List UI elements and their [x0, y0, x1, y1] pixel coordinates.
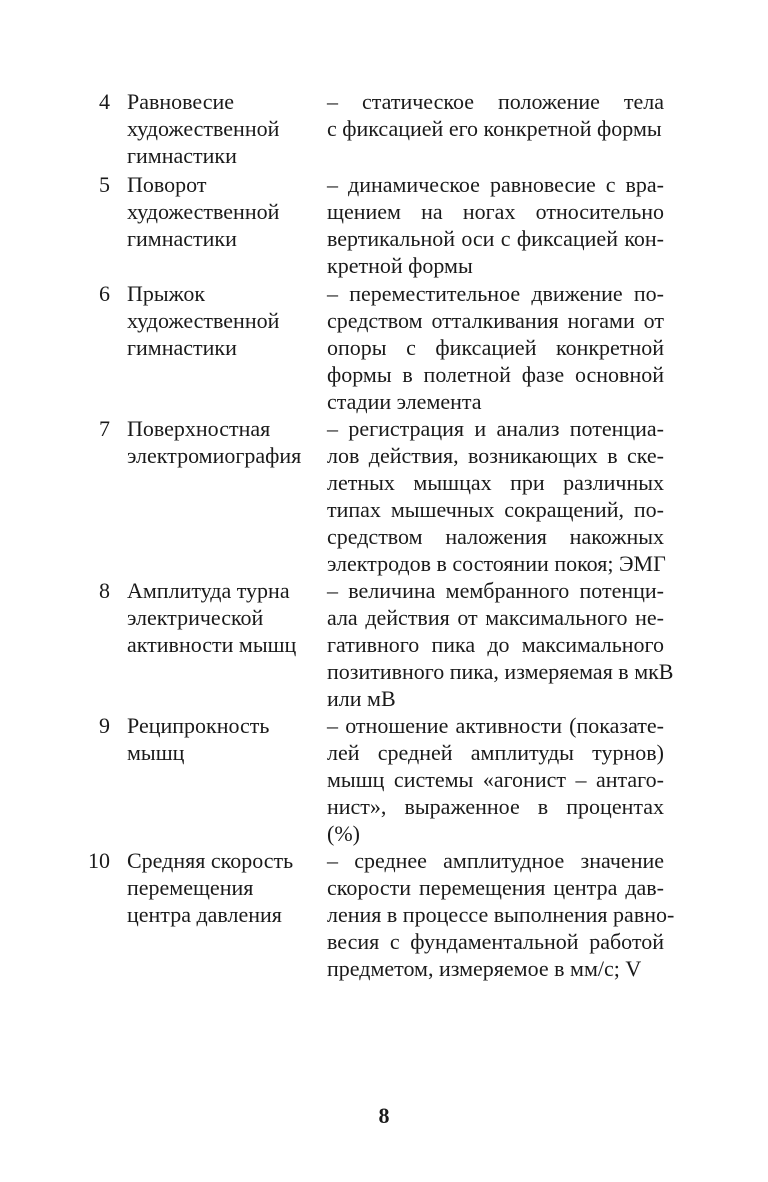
definition-line: типах мышечных сокращений, по- — [327, 497, 664, 522]
entry-term — [127, 712, 322, 766]
term-line: активности мышц — [127, 632, 297, 657]
entry-definition — [327, 171, 664, 279]
page-number: 8 — [378, 1103, 390, 1128]
definition-line: ления в процессе выполнения равно- — [327, 902, 675, 927]
entry-term — [127, 847, 322, 928]
term-line: Средняя скорость — [127, 848, 294, 873]
entry-number: 8 — [99, 578, 110, 603]
definition-line: – динамическое равновесие с вра- — [327, 172, 664, 197]
term-line: Реципрокность — [127, 713, 270, 738]
term-line: мышц — [127, 740, 185, 765]
definition-line: летных мышцах при различных — [327, 470, 664, 495]
term-line: Равновесие — [127, 89, 235, 114]
definition-line: предметом, измеряемое в мм/с; V — [327, 956, 642, 981]
definition-line: мышц системы «агонист – антаго- — [327, 767, 664, 792]
definition-line: средством отталкивания ногами от — [327, 308, 664, 333]
definition-line: с фиксацией его конкретной формы — [327, 116, 662, 141]
entry-number: 5 — [99, 172, 110, 197]
definition-line: (%) — [327, 821, 360, 846]
entry-number: 4 — [99, 89, 110, 114]
entry-number: 9 — [99, 713, 110, 738]
definition-line: опоры с фиксацией конкретной — [327, 335, 664, 360]
entry-definition — [327, 847, 675, 982]
definition-line: – переместительное движение по- — [327, 281, 664, 306]
definition-line: скорости перемещения центра дав- — [327, 875, 664, 900]
entry-number: 6 — [99, 281, 110, 306]
entry-term — [127, 415, 322, 469]
definition-line: – отношение активности (показате- — [327, 713, 664, 738]
definition-line: стадии элемента — [327, 389, 482, 414]
definition-line: лей средней амплитуды турнов) — [327, 740, 664, 765]
term-line: Прыжок — [127, 281, 206, 306]
term-line: электромиография — [127, 443, 302, 468]
term-line: художественной — [127, 116, 280, 141]
term-line: Амплитуда турна — [127, 578, 290, 603]
entry-term — [127, 280, 322, 361]
definition-line: весия с фундаментальной работой — [327, 929, 664, 954]
entry-definition — [327, 415, 664, 577]
definition-line: гативного пика до максимального — [327, 632, 664, 657]
entry-term — [127, 171, 322, 252]
definition-line: позитивного пика, измеряемая в мкВ — [327, 659, 674, 684]
entry-term — [127, 88, 322, 169]
entry-number: 7 — [99, 416, 110, 441]
definition-line: – регистрация и анализ потенциа- — [327, 416, 664, 441]
term-line: Поверхностная — [127, 416, 271, 441]
entry-definition — [327, 712, 664, 847]
definition-line: формы в полетной фазе основной — [327, 362, 664, 387]
definition-line: лов действия, возникающих в ске- — [327, 443, 664, 468]
term-line: художественной — [127, 308, 280, 333]
definition-line: щением на ногах относительно — [327, 199, 664, 224]
definition-line: средством наложения накожных — [327, 524, 664, 549]
definition-line: – величина мембранного потенци- — [327, 578, 664, 603]
term-line: перемещения — [127, 875, 254, 900]
term-line: гимнастики — [127, 226, 237, 251]
entry-number: 10 — [88, 848, 110, 873]
term-line: электрической — [127, 605, 264, 630]
entry-definition — [327, 88, 664, 142]
definition-line: – среднее амплитудное значение — [327, 848, 664, 873]
entry-definition — [327, 280, 664, 415]
definition-line: кретной формы — [327, 253, 473, 278]
term-line: художественной — [127, 199, 280, 224]
term-line: гимнастики — [127, 335, 237, 360]
definition-line: вертикальной оси с фиксацией кон- — [327, 226, 664, 251]
definition-line: ала действия от максимального не- — [327, 605, 664, 630]
term-line: центра давления — [127, 902, 282, 927]
term-line: гимнастики — [127, 143, 237, 168]
definition-line: электродов в состоянии покоя; ЭМГ — [327, 551, 666, 576]
definition-line: нист», выраженное в процентах — [327, 794, 664, 819]
term-line: Поворот — [127, 172, 207, 197]
definition-line: или мВ — [327, 686, 396, 711]
entry-term — [127, 577, 322, 658]
entry-definition — [327, 577, 674, 712]
definition-line: – статическое положение тела — [327, 89, 664, 114]
